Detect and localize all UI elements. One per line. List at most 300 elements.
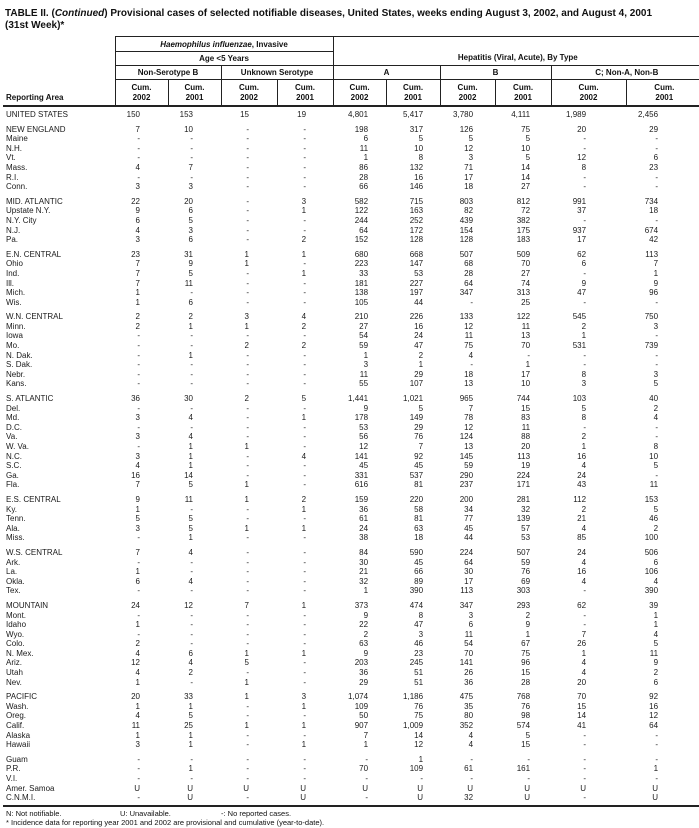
data-cell: 224 bbox=[516, 470, 531, 480]
data-cell: 80 bbox=[464, 711, 474, 721]
data-cell: 51 bbox=[414, 668, 424, 678]
data-cell: 2 bbox=[244, 341, 249, 351]
reporting-area-cell: S. ATLANTIC bbox=[6, 394, 54, 404]
reporting-area-cell: E.S. CENTRAL bbox=[6, 494, 61, 504]
data-cell: - bbox=[190, 288, 193, 298]
column-header-10: Cum. 2001 bbox=[626, 80, 699, 107]
data-cell: 15 bbox=[577, 701, 587, 711]
table-body bbox=[3, 106, 699, 806]
reporting-area-cell: UNITED STATES bbox=[6, 110, 68, 119]
data-cell: 12 bbox=[649, 711, 659, 721]
data-cell: 7 bbox=[135, 278, 140, 288]
table-row-state bbox=[3, 514, 699, 524]
reporting-area-cell: S.C. bbox=[6, 461, 22, 471]
data-cell: - bbox=[303, 639, 307, 649]
data-cell: U bbox=[386, 793, 440, 806]
data-cell: 14 bbox=[577, 711, 587, 721]
data-cell: - bbox=[137, 153, 140, 163]
data-cell: 58 bbox=[414, 504, 424, 514]
data-cell: - bbox=[583, 172, 587, 182]
reporting-area-cell: Pa. bbox=[6, 235, 19, 245]
table-row-region bbox=[3, 543, 699, 558]
data-cell: - bbox=[583, 754, 587, 764]
data-cell: 54 bbox=[359, 331, 369, 341]
reporting-area-cell: Wyo. bbox=[6, 629, 25, 639]
data-cell: 3 bbox=[653, 369, 659, 379]
data-cell: - bbox=[303, 422, 307, 432]
data-cell: 1 bbox=[135, 620, 140, 630]
reporting-area-cell: Ky. bbox=[6, 504, 17, 514]
data-cell: - bbox=[246, 360, 249, 370]
data-cell: 5,417 bbox=[403, 110, 424, 119]
reporting-area-cell: P.R. bbox=[6, 764, 21, 774]
data-cell: 6 bbox=[653, 153, 659, 163]
data-cell: - bbox=[655, 134, 659, 144]
data-cell: 69 bbox=[521, 576, 531, 586]
table-row-state bbox=[3, 649, 699, 659]
reporting-area-cell: Guam bbox=[6, 754, 28, 764]
table-row-state bbox=[3, 533, 699, 543]
data-cell: 352 bbox=[459, 721, 474, 731]
data-cell: U bbox=[243, 783, 249, 793]
data-cell: 2 bbox=[188, 668, 193, 678]
data-cell: 1 bbox=[188, 764, 193, 774]
reporting-area-cell: Ala. bbox=[6, 523, 20, 533]
reporting-area-cell: Tex. bbox=[6, 586, 21, 596]
data-cell: 1 bbox=[301, 600, 307, 610]
data-cell: U bbox=[362, 783, 369, 793]
reporting-area-cell: Upstate N.Y. bbox=[6, 206, 51, 216]
reporting-area-cell: Ill. bbox=[6, 278, 14, 288]
data-cell: 54 bbox=[464, 639, 474, 649]
data-cell: 252 bbox=[409, 215, 424, 225]
data-cell: 92 bbox=[414, 451, 424, 461]
data-cell: - bbox=[246, 701, 249, 711]
data-cell: 1 bbox=[188, 701, 193, 711]
data-cell: - bbox=[303, 547, 307, 557]
data-cell: 183 bbox=[516, 235, 531, 245]
data-cell: 171 bbox=[516, 480, 531, 490]
data-cell: 11 bbox=[184, 494, 193, 504]
data-cell: - bbox=[303, 162, 307, 172]
data-cell: 72 bbox=[521, 206, 531, 216]
data-cell: - bbox=[246, 172, 249, 182]
data-cell: 9 bbox=[653, 658, 659, 668]
reporting-area-cell: N. Dak. bbox=[6, 350, 33, 360]
data-cell: 2 bbox=[418, 350, 424, 360]
data-cell: - bbox=[246, 288, 249, 298]
data-cell: 36 bbox=[359, 504, 369, 514]
table-row-region bbox=[3, 192, 699, 207]
data-cell: 153 bbox=[644, 494, 659, 504]
data-cell: 1 bbox=[363, 153, 369, 163]
data-cell: 290 bbox=[459, 470, 474, 480]
data-cell: 6 bbox=[653, 677, 659, 687]
data-cell: 12 bbox=[131, 658, 140, 668]
table-row-state bbox=[3, 442, 699, 452]
table-row-region bbox=[3, 389, 699, 404]
data-cell: - bbox=[190, 629, 193, 639]
data-cell: 223 bbox=[354, 259, 369, 269]
data-cell: 347 bbox=[459, 600, 474, 610]
data-cell: 24 bbox=[131, 600, 140, 610]
data-cell: - bbox=[583, 586, 587, 596]
data-cell: 1 bbox=[418, 754, 424, 764]
data-cell: 245 bbox=[409, 658, 424, 668]
data-cell: 159 bbox=[354, 494, 369, 504]
data-cell: 66 bbox=[359, 182, 369, 192]
table-row-state bbox=[3, 731, 699, 741]
data-cell: 2 bbox=[653, 523, 659, 533]
data-cell: 20 bbox=[577, 124, 587, 134]
data-cell: 50 bbox=[359, 711, 369, 721]
data-cell: 1 bbox=[135, 288, 140, 298]
data-cell: - bbox=[655, 730, 659, 740]
data-cell: 5 bbox=[135, 514, 140, 524]
hepatitis-group-header: Hepatitis (Viral, Acute), By Type bbox=[333, 37, 699, 66]
data-cell: - bbox=[655, 182, 659, 192]
data-cell: 64 bbox=[649, 721, 659, 731]
data-cell: - bbox=[420, 774, 424, 783]
subgroup-unknown-serotype: Unknown Serotype bbox=[221, 66, 333, 80]
notifiable-diseases-table bbox=[3, 36, 699, 807]
data-cell: 43 bbox=[577, 480, 587, 490]
data-cell: U bbox=[417, 783, 424, 793]
reporting-area-cell: V.I. bbox=[6, 774, 18, 783]
data-cell: 507 bbox=[516, 547, 531, 557]
data-cell: 4 bbox=[653, 629, 659, 639]
data-cell: - bbox=[303, 432, 307, 442]
column-header-2: Cum. 2001 bbox=[168, 80, 221, 107]
data-cell: 77 bbox=[464, 514, 474, 524]
data-cell: 152 bbox=[354, 235, 369, 245]
data-cell: 2 bbox=[525, 610, 531, 620]
data-cell: - bbox=[246, 350, 249, 360]
data-cell: 29 bbox=[414, 422, 424, 432]
data-cell: 4 bbox=[468, 350, 474, 360]
table-row-state bbox=[3, 173, 699, 183]
data-cell: - bbox=[137, 629, 140, 639]
data-cell: 85 bbox=[577, 533, 587, 543]
data-cell: 4 bbox=[188, 576, 193, 586]
data-cell: 8 bbox=[418, 610, 424, 620]
data-cell: 7 bbox=[135, 124, 140, 134]
data-cell: - bbox=[246, 268, 249, 278]
column-header-3: Cum. 2002 bbox=[221, 80, 277, 107]
table-row-state bbox=[3, 630, 699, 640]
data-cell: 47 bbox=[414, 341, 424, 351]
reporting-area-cell: Del. bbox=[6, 403, 21, 413]
data-cell: - bbox=[470, 774, 474, 783]
data-cell: - bbox=[137, 754, 140, 764]
data-cell: 5 bbox=[653, 504, 659, 514]
data-cell: 133 bbox=[459, 312, 474, 322]
data-cell: 10 bbox=[184, 124, 193, 134]
data-cell: - bbox=[137, 403, 140, 413]
data-cell: 109 bbox=[354, 701, 369, 711]
data-cell: 89 bbox=[414, 576, 424, 586]
data-cell: 76 bbox=[414, 432, 424, 442]
table-row-state bbox=[3, 360, 699, 370]
data-cell: 2 bbox=[135, 639, 140, 649]
data-cell: 154 bbox=[459, 225, 474, 235]
data-cell: - bbox=[303, 134, 307, 144]
data-cell: 24 bbox=[577, 470, 587, 480]
data-cell: 11 bbox=[649, 480, 659, 490]
data-cell: 4 bbox=[581, 461, 587, 471]
table-row-state bbox=[3, 298, 699, 308]
reporting-area-cell: MOUNTAIN bbox=[6, 600, 49, 610]
data-cell: 75 bbox=[521, 648, 531, 658]
data-cell: - bbox=[303, 586, 307, 596]
reporting-area-cell: W. Va. bbox=[6, 442, 29, 451]
data-cell: - bbox=[246, 754, 249, 764]
data-cell: 64 bbox=[464, 278, 474, 288]
data-cell: 141 bbox=[459, 658, 474, 668]
data-cell: 27 bbox=[521, 268, 531, 278]
age-subheader: Age <5 Years bbox=[115, 52, 333, 66]
data-cell: 6 bbox=[188, 206, 193, 216]
data-cell: 17 bbox=[521, 369, 531, 379]
data-cell: 128 bbox=[409, 235, 424, 245]
data-cell: 1 bbox=[188, 461, 193, 471]
data-cell: 4 bbox=[653, 413, 659, 423]
data-cell: 30 bbox=[359, 557, 369, 567]
data-cell: U bbox=[168, 793, 221, 806]
data-cell: 53 bbox=[359, 422, 369, 432]
table-row-state bbox=[3, 341, 699, 351]
data-cell: - bbox=[246, 514, 249, 524]
data-cell: 6 bbox=[135, 576, 140, 586]
data-cell: 23 bbox=[414, 648, 424, 658]
data-cell: - bbox=[583, 268, 587, 278]
data-cell: 5 bbox=[188, 215, 193, 225]
data-cell: - bbox=[303, 470, 307, 480]
data-cell: - bbox=[333, 793, 386, 806]
data-cell: - bbox=[246, 576, 249, 586]
data-cell: 76 bbox=[414, 701, 424, 711]
table-title bbox=[5, 8, 697, 31]
data-cell: 5 bbox=[188, 268, 193, 278]
data-cell: - bbox=[246, 567, 249, 577]
data-cell: 5 bbox=[525, 134, 531, 144]
data-cell: 83 bbox=[521, 413, 531, 423]
column-header-9: Cum. 2002 bbox=[551, 80, 626, 107]
data-cell: 3 bbox=[418, 629, 424, 639]
data-cell: - bbox=[137, 774, 140, 783]
data-cell: 4 bbox=[135, 225, 140, 235]
data-cell: 5 bbox=[244, 658, 249, 668]
data-cell: 17 bbox=[577, 235, 587, 245]
data-cell: 7 bbox=[135, 259, 140, 269]
data-cell: 33 bbox=[184, 692, 193, 702]
data-cell: - bbox=[583, 134, 587, 144]
data-cell: - bbox=[137, 422, 140, 432]
data-cell: 439 bbox=[459, 215, 474, 225]
data-cell: - bbox=[246, 235, 249, 245]
data-cell: - bbox=[246, 331, 249, 341]
reporting-area-cell: Ind. bbox=[6, 268, 20, 278]
data-cell: U bbox=[626, 793, 699, 806]
data-cell: 11 bbox=[464, 629, 474, 639]
data-cell: 7 bbox=[653, 259, 659, 269]
table-row-state bbox=[3, 134, 699, 144]
data-cell: 9 bbox=[363, 610, 369, 620]
table-row-state bbox=[3, 216, 699, 226]
data-cell: 75 bbox=[521, 124, 531, 134]
table-row-state bbox=[3, 740, 699, 750]
column-header-5: Cum. 2002 bbox=[333, 80, 386, 107]
data-cell: - bbox=[303, 350, 307, 360]
table-row-state bbox=[3, 505, 699, 515]
footnote-not-notifiable: N: Not notifiable. bbox=[6, 808, 62, 818]
data-cell: - bbox=[303, 331, 307, 341]
data-cell: - bbox=[303, 369, 307, 379]
reporting-area-cell: Mo. bbox=[6, 341, 20, 351]
data-cell: 4 bbox=[581, 523, 587, 533]
data-cell: - bbox=[655, 297, 659, 307]
data-cell: 227 bbox=[409, 278, 424, 288]
data-cell: - bbox=[246, 461, 249, 471]
data-cell: 4 bbox=[653, 576, 659, 586]
data-cell: 2 bbox=[581, 504, 587, 514]
data-cell: - bbox=[583, 350, 587, 360]
data-cell: - bbox=[655, 754, 659, 764]
data-cell: - bbox=[583, 215, 587, 225]
data-cell: 9 bbox=[525, 620, 531, 630]
data-cell: - bbox=[246, 225, 249, 235]
data-cell: - bbox=[115, 793, 168, 806]
data-cell: 1 bbox=[363, 740, 369, 750]
data-cell: 1 bbox=[244, 442, 249, 451]
data-cell: 7 bbox=[135, 547, 140, 557]
data-cell: - bbox=[655, 143, 659, 153]
data-cell: - bbox=[583, 740, 587, 750]
data-cell: 12 bbox=[464, 321, 474, 331]
data-cell: 100 bbox=[644, 533, 659, 543]
data-cell: - bbox=[190, 172, 193, 182]
data-cell: - bbox=[303, 480, 307, 490]
data-cell: 17 bbox=[464, 172, 474, 182]
data-cell: 11 bbox=[649, 648, 659, 658]
data-cell: - bbox=[303, 442, 307, 451]
data-cell: 590 bbox=[409, 547, 424, 557]
data-cell: 12 bbox=[464, 422, 474, 432]
data-cell: 105 bbox=[354, 297, 369, 307]
data-cell: - bbox=[246, 451, 249, 461]
data-cell: 63 bbox=[414, 523, 424, 533]
data-cell: 44 bbox=[464, 533, 474, 543]
data-cell: - bbox=[246, 422, 249, 432]
data-cell: 5 bbox=[653, 639, 659, 649]
data-cell: 281 bbox=[516, 494, 531, 504]
data-cell: 616 bbox=[354, 480, 369, 490]
data-cell: 26 bbox=[577, 639, 587, 649]
data-cell: 23 bbox=[649, 162, 659, 172]
table-row-state bbox=[3, 269, 699, 279]
data-cell: 11 bbox=[359, 369, 369, 379]
data-cell: 14 bbox=[414, 730, 424, 740]
data-cell: 22 bbox=[359, 620, 369, 630]
data-cell: - bbox=[190, 557, 193, 567]
data-cell: 124 bbox=[459, 432, 474, 442]
data-cell: 1,186 bbox=[403, 692, 424, 702]
data-cell: 5 bbox=[188, 514, 193, 524]
data-cell: 1 bbox=[244, 249, 249, 259]
data-cell: 74 bbox=[521, 278, 531, 288]
data-cell: 59 bbox=[464, 461, 474, 471]
data-cell: - bbox=[303, 360, 307, 370]
table-row-region bbox=[3, 490, 699, 505]
data-cell: 1 bbox=[581, 648, 587, 658]
data-cell: 4 bbox=[581, 576, 587, 586]
data-cell: 126 bbox=[459, 124, 474, 134]
reporting-area-cell: Va. bbox=[6, 432, 18, 442]
data-cell: - bbox=[246, 629, 249, 639]
data-cell: 3 bbox=[135, 740, 140, 750]
data-cell: - bbox=[470, 754, 474, 764]
data-cell: 2 bbox=[301, 341, 307, 351]
data-cell: U bbox=[300, 783, 307, 793]
data-cell: 1 bbox=[301, 504, 307, 514]
data-cell: - bbox=[246, 586, 249, 596]
data-cell: 4 bbox=[135, 648, 140, 658]
data-cell: 145 bbox=[459, 451, 474, 461]
data-cell: - bbox=[655, 331, 659, 341]
reporting-area-cell: NEW ENGLAND bbox=[6, 124, 66, 134]
data-cell: 1 bbox=[188, 740, 193, 750]
data-cell: 2,456 bbox=[638, 110, 659, 119]
data-cell: 11 bbox=[521, 321, 531, 331]
footnote-unavailable: U: Unavailable. bbox=[120, 808, 171, 818]
data-cell: 4,111 bbox=[511, 110, 531, 119]
data-cell: - bbox=[303, 620, 307, 630]
data-cell: - bbox=[246, 764, 249, 774]
data-cell: 3 bbox=[468, 610, 474, 620]
data-cell: - bbox=[303, 297, 307, 307]
data-cell: - bbox=[655, 470, 659, 480]
data-cell: - bbox=[190, 754, 193, 764]
data-cell: 4 bbox=[468, 740, 474, 750]
table-row-state bbox=[3, 586, 699, 596]
table-row-state bbox=[3, 702, 699, 712]
data-cell: - bbox=[303, 610, 307, 620]
data-cell: - bbox=[303, 730, 307, 740]
data-cell: 16 bbox=[131, 470, 140, 480]
data-cell: 24 bbox=[414, 331, 424, 341]
table-row-state bbox=[3, 423, 699, 433]
table-row-state bbox=[3, 182, 699, 192]
data-cell: 16 bbox=[649, 701, 659, 711]
data-cell: 5 bbox=[301, 394, 307, 404]
data-cell: 64 bbox=[464, 557, 474, 567]
data-cell: - bbox=[246, 504, 249, 514]
reporting-area-cell: N.H. bbox=[6, 143, 22, 153]
data-cell: U bbox=[524, 783, 531, 793]
data-cell: 1 bbox=[301, 523, 307, 533]
reporting-area-cell: Minn. bbox=[6, 321, 26, 331]
data-cell: 11 bbox=[464, 331, 474, 341]
data-cell: 20 bbox=[521, 442, 531, 451]
data-cell: 3 bbox=[301, 692, 307, 702]
data-cell: 991 bbox=[572, 196, 587, 206]
data-cell: 19 bbox=[297, 110, 307, 119]
subgroup-non-serotype-b: Non-Serotype B bbox=[115, 66, 221, 80]
table-row-territory bbox=[3, 750, 699, 765]
data-cell: 16 bbox=[414, 321, 424, 331]
data-cell: 674 bbox=[644, 225, 659, 235]
data-cell: 210 bbox=[354, 312, 369, 322]
